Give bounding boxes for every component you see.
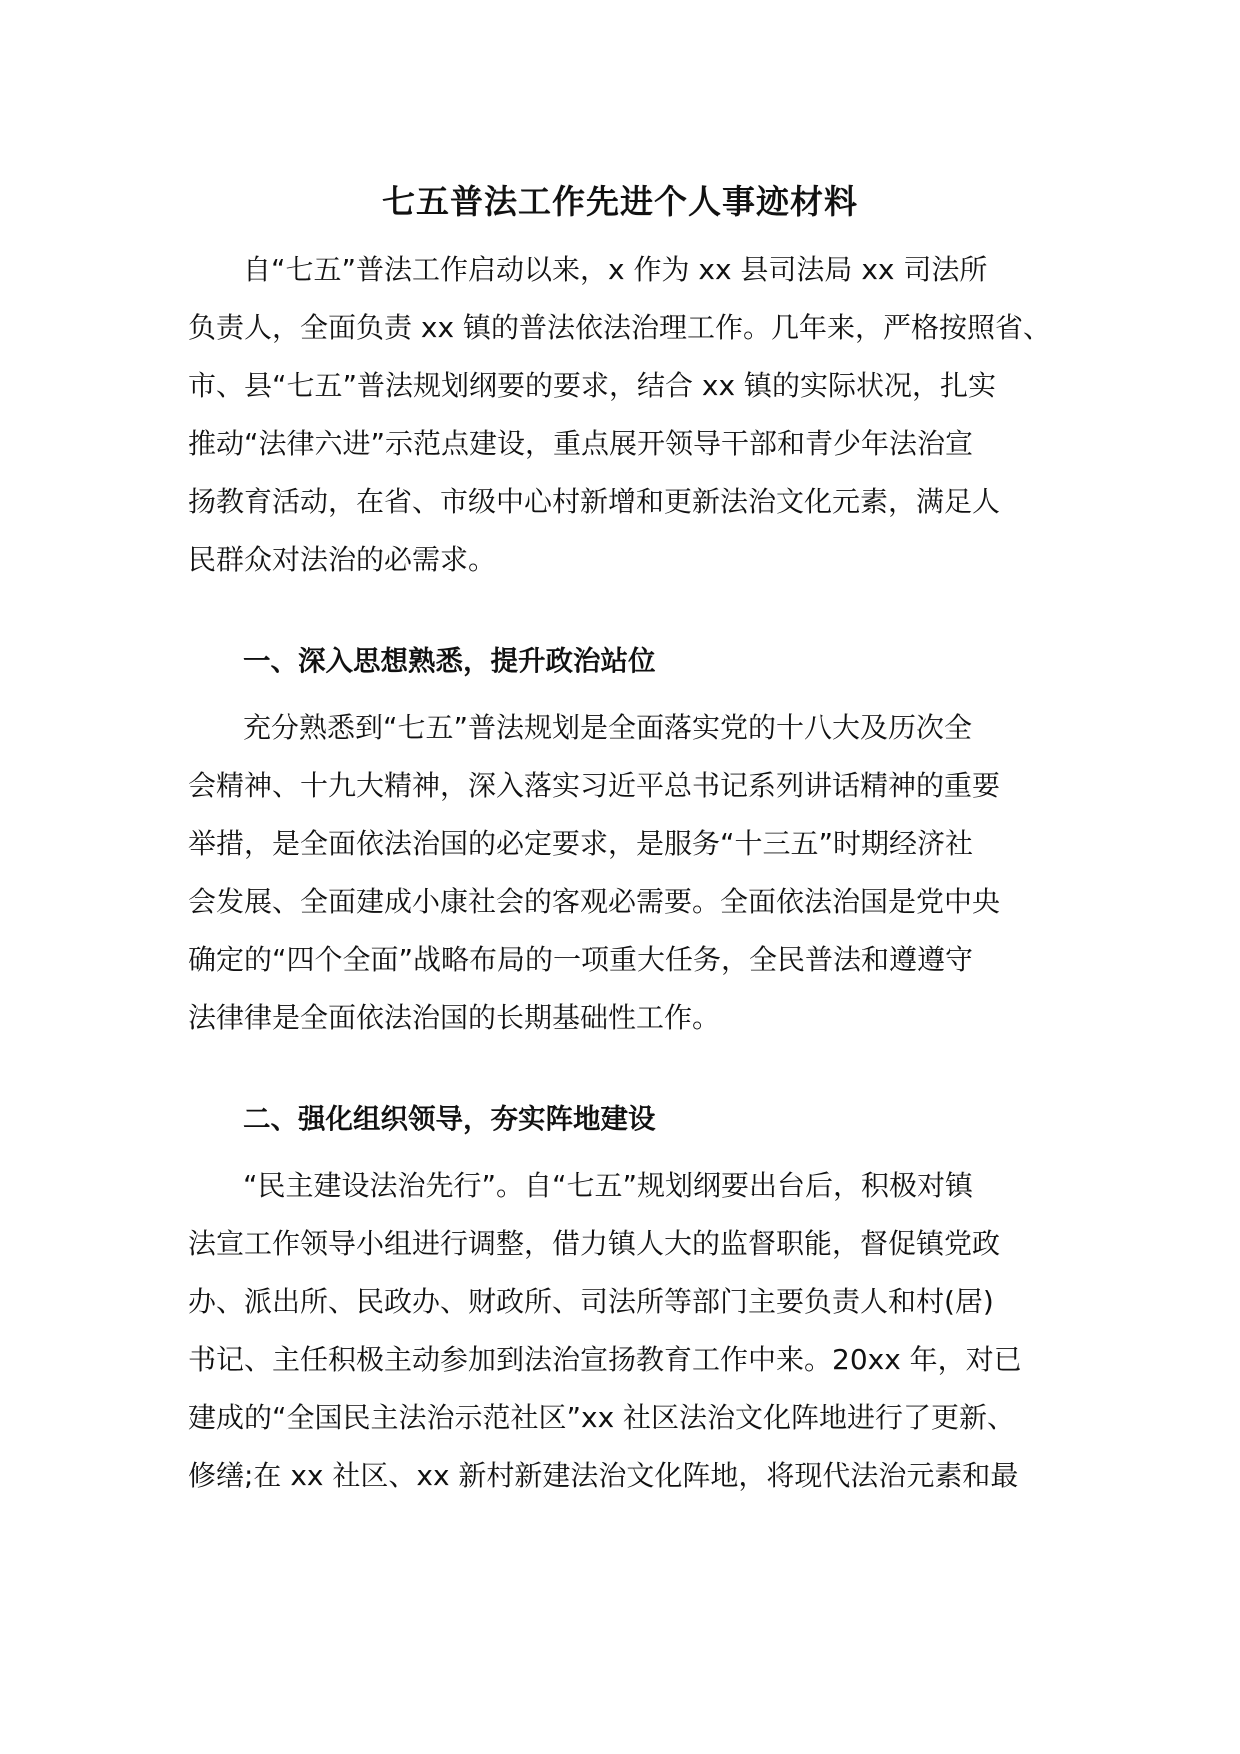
paragraph-3-line-2: 法宣工作领导小组进行调整，借力镇人大的监督职能，督促镇党政 [188, 1227, 1001, 1260]
paragraph-1-line-5: 扬教育活动，在省、市级中心村新增和更新法治文化元素，满足人 [188, 485, 1001, 518]
paragraph-3-line-4: 书记、主任积极主动参加到法治宣扬教育工作中来。20xx 年，对已 [188, 1343, 1022, 1376]
paragraph-2-line-5: 确定的“四个全面”战略布局的一项重大任务，全民普法和遵遵守 [188, 943, 974, 976]
paragraph-2-line-4: 会发展、全面建成小康社会的客观必需要。全面依法治国是党中央 [188, 885, 1001, 918]
paragraph-1-line-6: 民群众对法治的必需求。 [188, 543, 497, 576]
paragraph-1-line-3: 市、县“七五”普法规划纲要的要求，结合 xx 镇的实际状况，扎实 [188, 369, 996, 402]
paragraph-2-line-3: 举措，是全面依法治国的必定要求，是服务“十三五”时期经济社 [188, 827, 974, 860]
paragraph-2-line-2: 会精神、十九大精神，深入落实习近平总书记系列讲话精神的重要 [188, 769, 1001, 802]
section-heading-1: 一、深入思想熟悉，提升政治站位 [243, 645, 656, 677]
paragraph-1-line-1: 自“七五”普法工作启动以来，x 作为 xx 县司法局 xx 司法所 [243, 253, 988, 286]
document-title: 七五普法工作先进个人事迹材料 [382, 182, 858, 221]
paragraph-3-line-1: “民主建设法治先行”。自“七五”规划纲要出台后，积极对镇 [243, 1169, 974, 1202]
paragraph-3-line-6: 修缮;在 xx 社区、xx 新村新建法治文化阵地，将现代法治元素和最 [188, 1459, 1019, 1492]
section-heading-2: 二、强化组织领导，夯实阵地建设 [243, 1103, 656, 1135]
paragraph-2-line-1: 充分熟悉到“七五”普法规划是全面落实党的十八大及历次全 [243, 711, 973, 744]
paragraph-1-line-2: 负责人，全面负责 xx 镇的普法依法治理工作。几年来，严格按照省、 [188, 311, 1051, 344]
paragraph-2-line-6: 法律律是全面依法治国的长期基础性工作。 [188, 1001, 721, 1034]
paragraph-3-line-5: 建成的“全国民主法治示范社区”xx 社区法治文化阵地进行了更新、 [188, 1401, 1016, 1434]
paragraph-3-line-3: 办、派出所、民政办、财政所、司法所等部门主要负责人和村(居) [188, 1285, 994, 1318]
paragraph-1-line-4: 推动“法律六进”示范点建设，重点展开领导干部和青少年法治宣 [188, 427, 974, 460]
